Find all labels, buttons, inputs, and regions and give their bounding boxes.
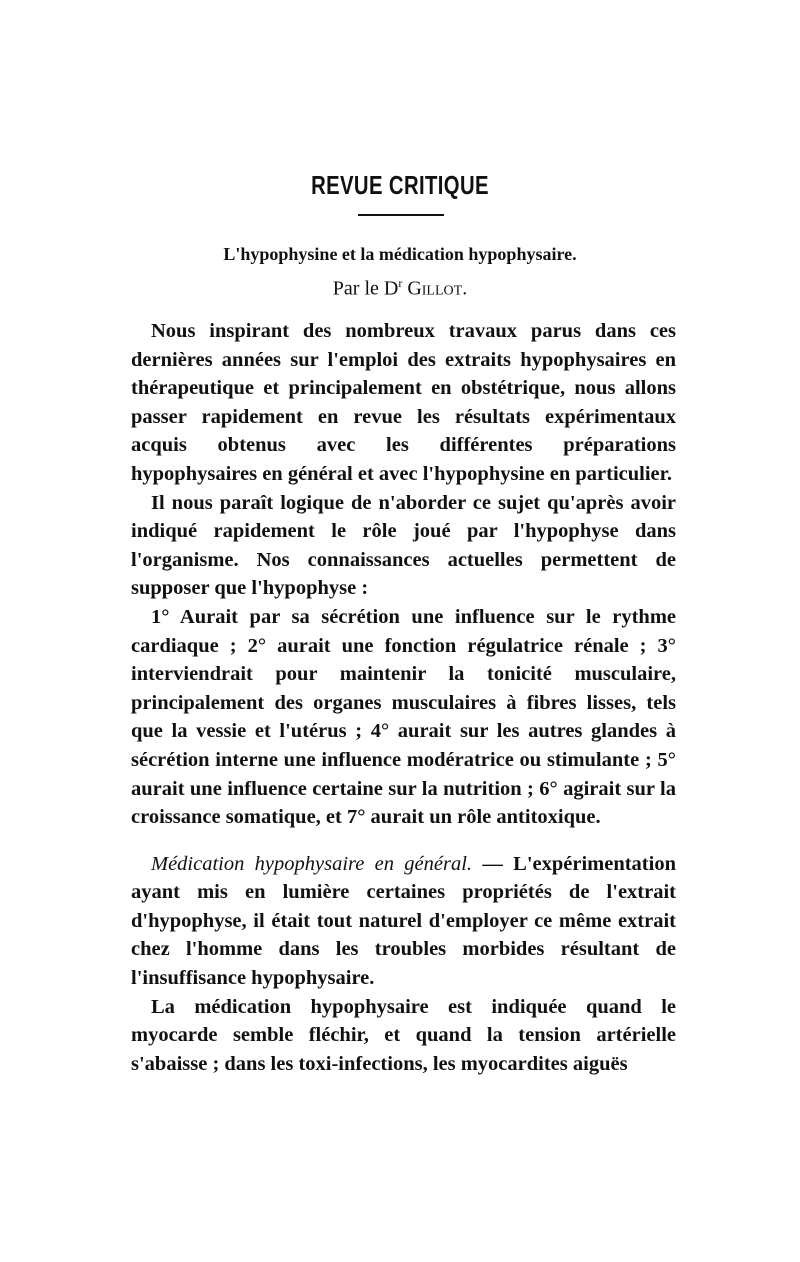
byline-prefix: Par le D	[332, 277, 399, 300]
heading-rule	[358, 214, 444, 216]
section-title: Médication hypophysaire en général.	[151, 852, 473, 875]
section-text: — L'expérimentation ayant mis en lumière certaines propriétés de l'extrait d'hypophyse, il était tout naturel d'employer ce même extrait chez l'homme dans les troubles morbides résultant de l'insuffisance hypophysaire.	[131, 852, 676, 990]
paragraph-2: Il nous paraît logique de n'aborder ce sujet qu'après avoir indiqué rapidement le rôle joué par l'hypophyse dans l'organisme. Nos connaissances actuelles permettent de supposer que l'hypophyse :	[131, 491, 676, 600]
section-paragraph	[131, 850, 676, 993]
article-body	[131, 317, 676, 1078]
paragraph-3: 1° Aurait par sa sécrétion une influence sur le rythme cardiaque ; 2° aurait une fonction régulatrice rénale ; 3° interviendrait pour maintenir la tonicité musculaire, principalement des organes musculaires à fibres lisses, tels que la vessie et l'utérus ; 4° aurait sur les autres glandes à sécrétion interne une influence modératrice ou stimulante ; 5° aurait une influence certaine sur la nutrition ; 6° agirait sur la croissance somatique, et 7° aurait un rôle antitoxique.	[131, 605, 676, 829]
section-heading: REVUE CRITIQUE	[311, 170, 489, 200]
byline	[0, 276, 800, 301]
byline-suffix: .	[462, 277, 468, 300]
paragraph-last: La médication hypophysaire est indiquée quand le myocarde semble fléchir, et quand la tension artérielle s'abaisse ; dans les toxi-infections, les myocardites aiguës	[131, 995, 676, 1075]
article-title: L'hypophysine et la médication hypophysaire.	[223, 244, 577, 264]
author-name: Gillot	[407, 277, 463, 300]
paragraph-1: Nous inspirant des nombreux travaux parus dans ces dernières années sur l'emploi des extraits hypophysaires en thérapeutique et principalement en obstétrique, nous allons passer rapidement en revue les résultats expérimentaux acquis obtenus avec les différentes préparations hypophysaires en général et avec l'hypophysine en particulier.	[131, 320, 676, 485]
byline-sup: r	[398, 276, 403, 290]
